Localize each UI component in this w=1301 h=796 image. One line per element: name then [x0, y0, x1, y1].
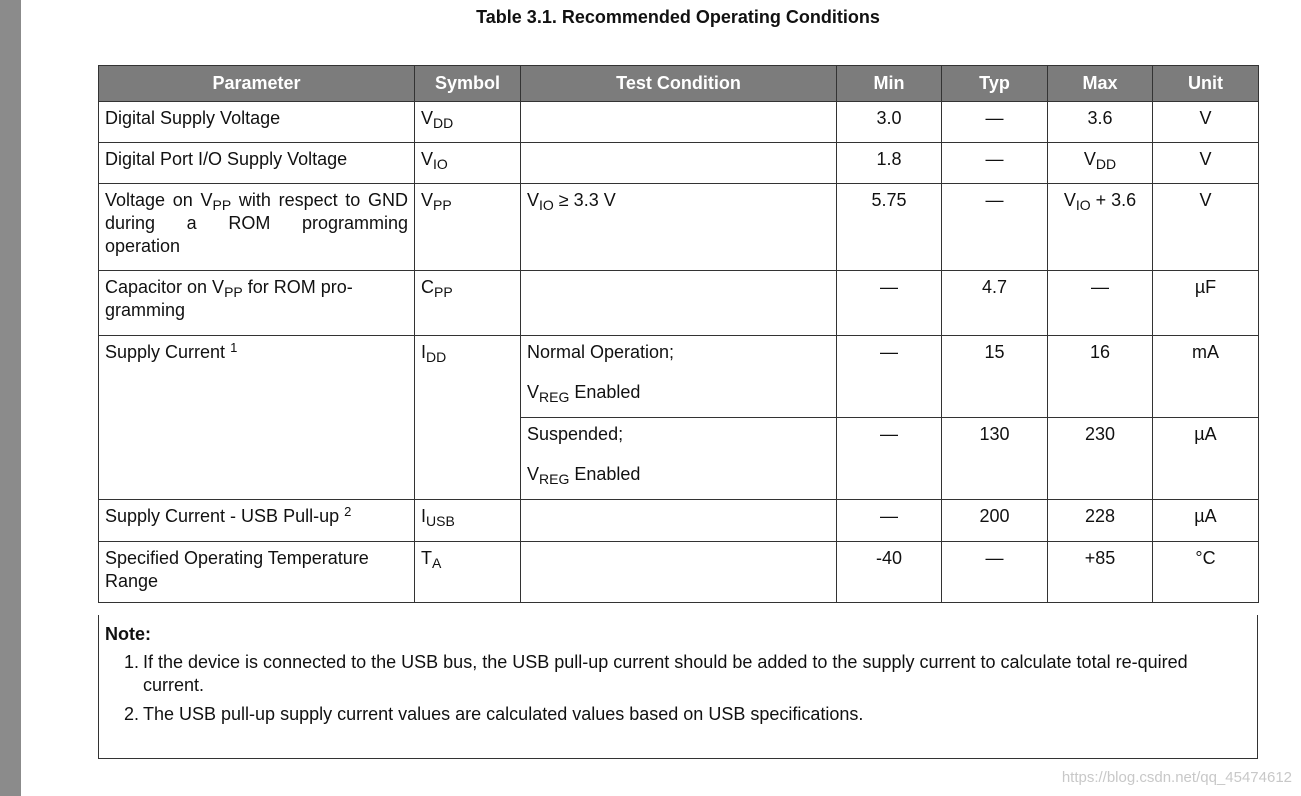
symbol-cell: $V_{PP}$: [415, 184, 521, 271]
parameter-cell: Specified Operating Temperature Range: [99, 542, 415, 603]
table-row: [99, 336, 1259, 418]
header-typ: Typ: [942, 66, 1048, 102]
unit-cell: °C: [1153, 542, 1259, 603]
unit-cell: V: [1153, 143, 1259, 184]
condition-cell: Normal Operation; $V_{REG}$ Enabled: [521, 336, 837, 418]
min-cell: 1.8: [837, 143, 942, 184]
unit-cell: V: [1153, 102, 1259, 143]
typ-cell: —: [942, 542, 1048, 603]
condition-cell: Suspended; $V_{REG}$ Enabled: [521, 418, 837, 500]
header-max: Max: [1048, 66, 1153, 102]
symbol-cell: $T_A$: [415, 542, 521, 603]
min-cell: —: [837, 418, 942, 500]
parameter-cell: Supply Current - USB Pull-up $^2$: [99, 500, 415, 542]
parameter-cell: Capacitor on $V_{PP}$ for ROM pro-gramming: [99, 271, 415, 336]
parameter-cell: Voltage on $V_{PP}$ with respect to GND during a ROM programming operation: [99, 184, 415, 271]
max-cell: 3.6: [1048, 102, 1153, 143]
condition-cell: [521, 143, 837, 184]
typ-cell: 15: [942, 336, 1048, 418]
symbol-cell: $V_{IO}$: [415, 143, 521, 184]
note-item: 1. If the device is connected to the USB bus, the USB pull-up current should be added to the supply current to calculate total re-quired current.: [124, 652, 1188, 695]
min-cell: 5.75: [837, 184, 942, 271]
min-cell: —: [837, 500, 942, 542]
left-gray-margin: [0, 0, 21, 796]
header-min: Min: [837, 66, 942, 102]
note-item: 2. The USB pull-up supply current values are calculated values based on USB specifications.: [124, 704, 864, 724]
condition-cell: [521, 500, 837, 542]
max-cell: $V_{DD}$: [1048, 143, 1153, 184]
parameter-cell: Digital Port I/O Supply Voltage: [99, 143, 415, 184]
condition-cell: [521, 542, 837, 603]
typ-cell: 4.7: [942, 271, 1048, 336]
header-row: [99, 66, 1259, 102]
watermark: https://blog.csdn.net/qq_45474612: [1061, 769, 1292, 786]
typ-cell: 200: [942, 500, 1048, 542]
unit-cell: mA: [1153, 336, 1259, 418]
max-cell: +85: [1048, 542, 1153, 603]
symbol-cell: $V_{DD}$: [415, 102, 521, 143]
condition-cell: $V_{IO} \ge 3.3$ V: [521, 184, 837, 271]
table-title: Table 3.1. Recommended Operating Conditions: [476, 7, 880, 27]
note-list: [124, 651, 1224, 732]
condition-cell: [521, 271, 837, 336]
table-row: [99, 143, 1259, 184]
typ-cell: 130: [942, 418, 1048, 500]
note-box: [98, 615, 1258, 759]
header-unit: Unit: [1153, 66, 1259, 102]
note-title: Note:: [105, 624, 151, 644]
header-parameter: Parameter: [99, 66, 415, 102]
parameter-cell: Digital Supply Voltage: [99, 102, 415, 143]
table-row: [99, 184, 1259, 271]
condition-cell: [521, 102, 837, 143]
header-symbol: Symbol: [415, 66, 521, 102]
min-cell: —: [837, 271, 942, 336]
max-cell: —: [1048, 271, 1153, 336]
max-cell: 230: [1048, 418, 1153, 500]
operating-conditions-table: [98, 65, 1259, 603]
max-cell: 16: [1048, 336, 1153, 418]
table-row: [99, 271, 1259, 336]
unit-cell: µA: [1153, 418, 1259, 500]
header-test-condition: Test Condition: [521, 66, 837, 102]
min-cell: -40: [837, 542, 942, 603]
unit-cell: µF: [1153, 271, 1259, 336]
table-row: [99, 500, 1259, 542]
parameter-cell: Supply Current $^1$: [99, 336, 415, 500]
symbol-cell: $C_{PP}$: [415, 271, 521, 336]
max-cell: $V_{IO} + 3.6$: [1048, 184, 1153, 271]
min-cell: —: [837, 336, 942, 418]
max-cell: 228: [1048, 500, 1153, 542]
min-cell: 3.0: [837, 102, 942, 143]
symbol-cell: $I_{DD}$: [415, 336, 521, 500]
table-row: [99, 542, 1259, 603]
symbol-cell: $I_{USB}$: [415, 500, 521, 542]
unit-cell: µA: [1153, 500, 1259, 542]
typ-cell: —: [942, 184, 1048, 271]
typ-cell: —: [942, 102, 1048, 143]
typ-cell: —: [942, 143, 1048, 184]
unit-cell: V: [1153, 184, 1259, 271]
table-row: [99, 102, 1259, 143]
